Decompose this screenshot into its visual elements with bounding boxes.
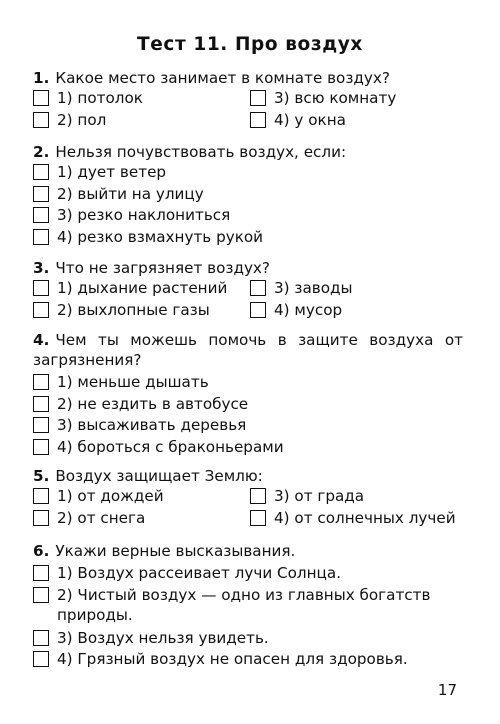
answer-option xyxy=(33,278,227,300)
question-3-text xyxy=(33,258,463,278)
question-6-number: 6. xyxy=(33,542,50,560)
question-3-prompt: Что не загрязняет воздух? xyxy=(55,259,270,277)
answer-option xyxy=(250,110,346,132)
answer-option xyxy=(33,110,106,132)
question-4-text xyxy=(33,330,463,370)
answer-checkbox[interactable] xyxy=(33,302,49,318)
answer-checkbox[interactable] xyxy=(33,280,49,296)
answer-checkbox[interactable] xyxy=(33,396,49,412)
answer-label: 1) меньше дышать xyxy=(57,373,209,391)
answer-label: 3) резко наклониться xyxy=(57,206,231,224)
answer-option xyxy=(33,184,463,206)
answer-checkbox[interactable] xyxy=(33,417,49,433)
answer-option xyxy=(33,372,463,394)
answer-checkbox[interactable] xyxy=(33,488,49,504)
answer-option xyxy=(33,162,463,184)
question-6-prompt: Укажи верные высказывания. xyxy=(55,542,296,560)
answer-label: 1) Воздух рассеивает лучи Солнца. xyxy=(57,564,342,582)
question-3-row-2 xyxy=(33,300,463,322)
answer-option xyxy=(33,300,210,322)
page-title: Тест 11. Про воздух xyxy=(137,34,363,55)
answer-checkbox[interactable] xyxy=(33,510,49,526)
answer-option xyxy=(250,88,396,110)
answer-checkbox[interactable] xyxy=(33,90,49,106)
answer-label: 2) Чистый воздух — одно из главных богатств природы. xyxy=(57,585,431,624)
answer-checkbox[interactable] xyxy=(33,112,49,128)
question-5-number: 5. xyxy=(33,467,50,485)
question-1 xyxy=(33,68,463,131)
answer-label: 2) выйти на улицу xyxy=(57,184,204,203)
answer-option xyxy=(250,278,353,300)
question-2-number: 2. xyxy=(33,143,50,161)
answer-option xyxy=(33,437,463,459)
question-1-prompt: Какое место занимает в комнате воздух? xyxy=(55,69,390,87)
answer-checkbox[interactable] xyxy=(250,112,266,128)
answer-checkbox[interactable] xyxy=(250,90,266,106)
answer-checkbox[interactable] xyxy=(33,439,49,455)
answer-option xyxy=(33,508,145,530)
question-4-number: 4. xyxy=(33,331,50,349)
answer-label: 4) бороться с браконьерами xyxy=(57,437,284,456)
answer-checkbox[interactable] xyxy=(33,651,49,667)
answer-checkbox[interactable] xyxy=(33,164,49,180)
answer-option xyxy=(33,649,463,671)
question-6 xyxy=(33,541,463,671)
answer-option xyxy=(33,205,463,227)
question-2-text xyxy=(33,142,463,162)
answer-option xyxy=(33,486,164,508)
question-1-number: 1. xyxy=(33,69,50,87)
answer-checkbox[interactable] xyxy=(250,302,266,318)
answer-label: 3) высаживать деревья xyxy=(57,416,247,434)
answer-checkbox[interactable] xyxy=(33,186,49,202)
answer-option xyxy=(33,394,463,416)
answer-checkbox[interactable] xyxy=(250,510,266,526)
question-2-prompt: Нельзя почувствовать воздух, если: xyxy=(55,143,347,161)
answer-option xyxy=(33,88,143,110)
answer-checkbox[interactable] xyxy=(33,229,49,245)
question-1-row-2 xyxy=(33,110,463,132)
answer-option xyxy=(33,227,463,249)
answer-label: 2) от снега xyxy=(57,508,146,527)
answer-label: 4) мусор xyxy=(274,300,343,319)
page-number: 17 xyxy=(437,681,457,699)
answer-option xyxy=(33,415,463,437)
question-4 xyxy=(33,330,463,458)
answer-checkbox[interactable] xyxy=(250,488,266,504)
answer-option xyxy=(33,563,463,585)
answer-label: 3) заводы xyxy=(274,279,353,297)
question-3-row-1 xyxy=(33,278,463,300)
answer-option xyxy=(33,628,463,650)
answer-label: 3) всю комнату xyxy=(274,89,397,107)
answer-label: 1) потолок xyxy=(57,89,143,107)
answer-label: 3) Воздух нельзя увидеть. xyxy=(57,628,269,647)
answer-option xyxy=(250,486,364,508)
question-5-row-1 xyxy=(33,486,463,508)
answer-option xyxy=(250,508,456,530)
question-6-text xyxy=(33,541,463,561)
answer-option xyxy=(33,585,463,625)
answer-label: 2) пол xyxy=(57,110,107,129)
answer-checkbox[interactable] xyxy=(33,374,49,390)
question-1-row-1 xyxy=(33,88,463,110)
answer-label: 4) Грязный воздух не опасен для здоровья. xyxy=(57,650,408,668)
answer-checkbox[interactable] xyxy=(33,207,49,223)
answer-label: 2) выхлопные газы xyxy=(57,300,210,319)
answer-label: 3) от града xyxy=(274,487,365,505)
answer-checkbox[interactable] xyxy=(250,280,266,296)
answer-checkbox[interactable] xyxy=(33,587,49,603)
question-5 xyxy=(33,466,463,529)
answer-label: 1) дыхание растений xyxy=(57,279,228,297)
question-3 xyxy=(33,258,463,321)
answer-label: 4) резко взмахнуть рукой xyxy=(57,227,264,246)
question-5-row-2 xyxy=(33,508,463,530)
question-5-prompt: Воздух защищает Землю: xyxy=(55,467,263,485)
answer-label: 2) не ездить в автобусе xyxy=(57,394,249,413)
question-1-text xyxy=(33,68,463,88)
answer-checkbox[interactable] xyxy=(33,630,49,646)
answer-option xyxy=(250,300,342,322)
question-3-number: 3. xyxy=(33,259,50,277)
question-2 xyxy=(33,142,463,248)
question-5-text xyxy=(33,466,463,486)
answer-label: 4) у окна xyxy=(274,110,346,129)
answer-label: 4) от солнечных лучей xyxy=(274,508,456,527)
answer-checkbox[interactable] xyxy=(33,565,49,581)
answer-label: 1) дует ветер xyxy=(57,163,167,181)
question-4-prompt: Чем ты можешь помочь в защите воздуха от загрязнения? xyxy=(33,331,463,369)
answer-label: 1) от дождей xyxy=(57,487,164,505)
